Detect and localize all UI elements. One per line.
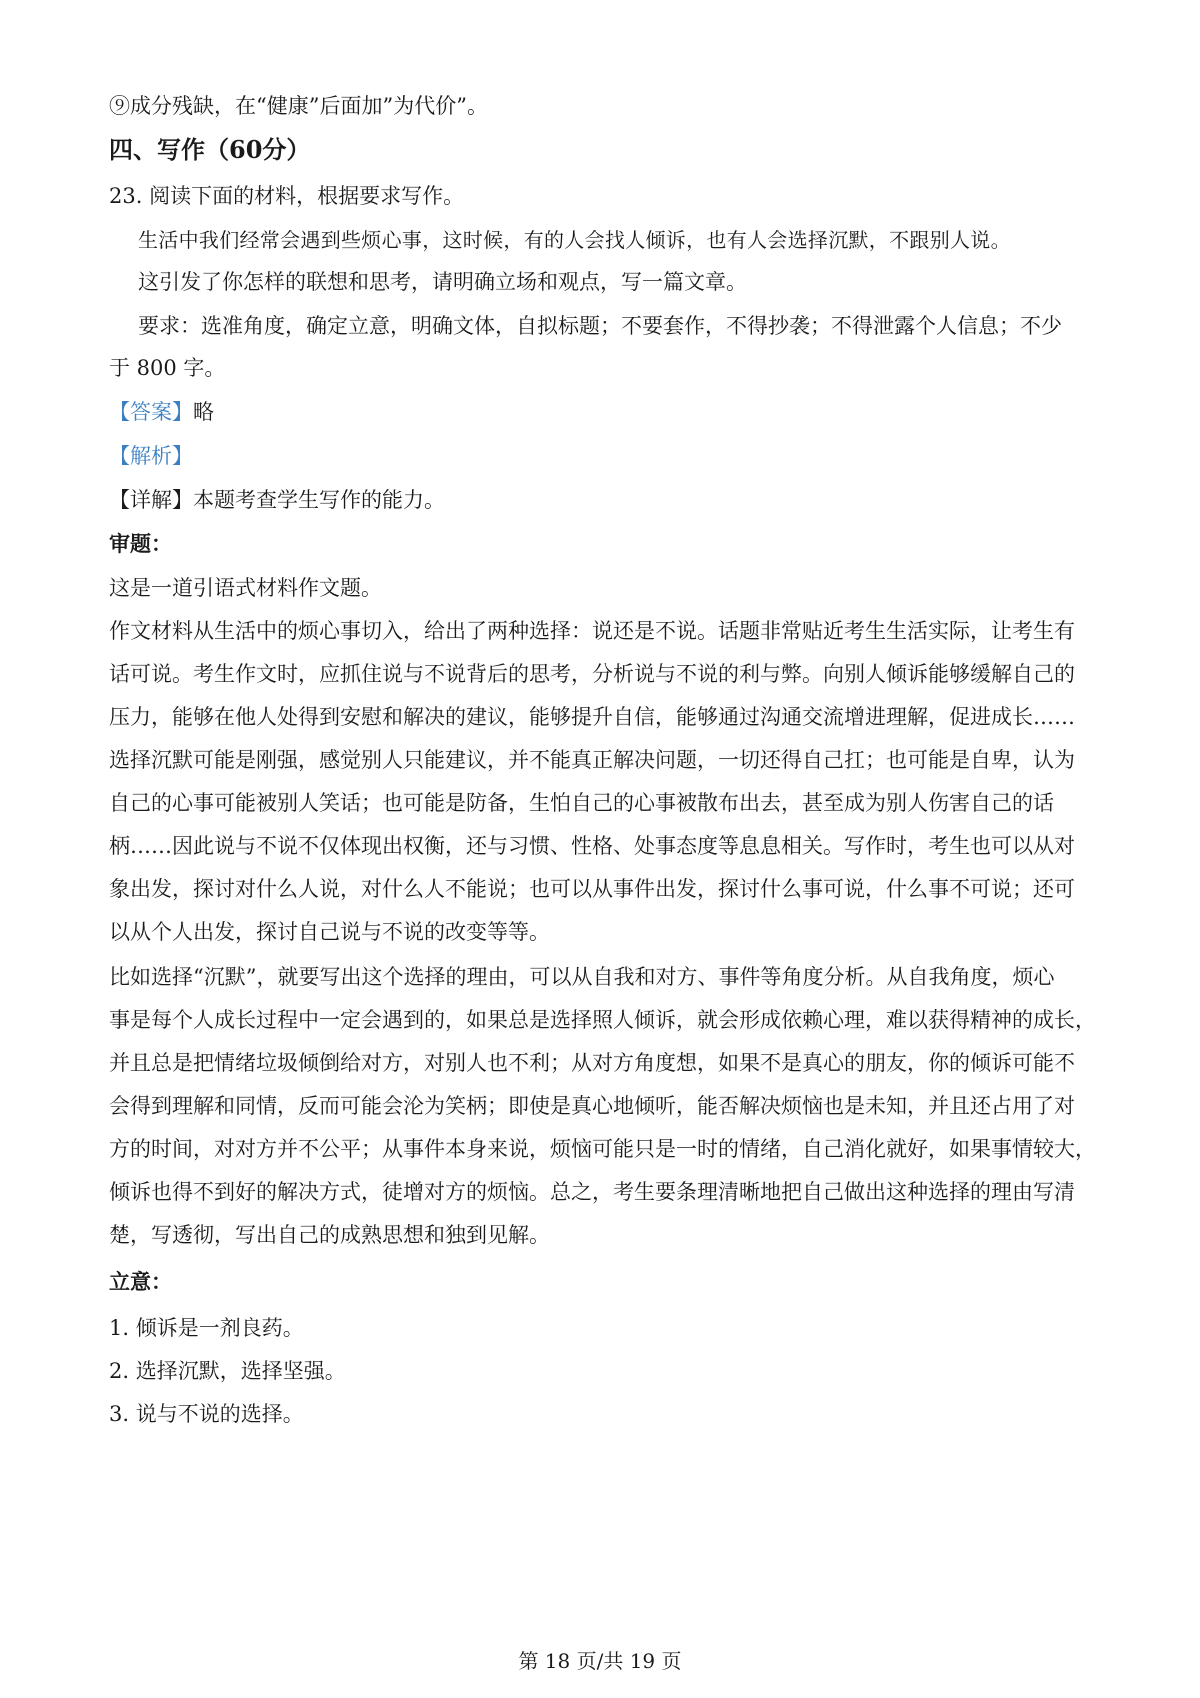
question-material: 生活中我们经常会遇到些烦心事，这时候，有的人会找人倾诉，也有人会选择沉默，不跟别人说。	[138, 228, 1011, 252]
question-stem: 23. 阅读下面的材料，根据要求写作。	[109, 184, 465, 208]
intent-item: 2. 选择沉默，选择坚强。	[109, 1359, 346, 1383]
question-requirement-2: 于 800 字。	[109, 356, 226, 380]
review-line-1: 这是一道引语式材料作文题。	[109, 576, 382, 600]
review-para1-line: 象出发，探讨对什么人说，对什么人不能说；也可以从事件出发，探讨什么事可说，什么事不可说；还可	[109, 877, 1075, 901]
section-title: 四、写作（60分）	[109, 135, 311, 164]
review-para2-line: 倾诉也得不到好的解决方式，徒增对方的烦恼。总之，考生要条理清晰地把自己做出这种选择的理由写清	[109, 1180, 1075, 1204]
answer-text: 略	[193, 400, 214, 424]
review-heading: 审题：	[109, 531, 172, 556]
intent-item: 3. 说与不说的选择。	[109, 1402, 304, 1426]
review-para1-line: 作文材料从生活中的烦心事切入，给出了两种选择：说还是不说。话题非常贴近考生生活实际，让考生有	[109, 619, 1075, 643]
detail-text: 本题考查学生写作的能力。	[193, 488, 445, 512]
review-para2-line: 比如选择“沉默”，就要写出这个选择的理由，可以从自我和对方、事件等角度分析。从自我角度，烦心	[109, 965, 1055, 989]
review-para2-line: 方的时间，对对方并不公平；从事件本身来说，烦恼可能只是一时的情绪，自己消化就好，如果事情较大，	[109, 1137, 1096, 1161]
answer-line	[109, 398, 1094, 426]
review-para2-line: 事是每个人成长过程中一定会遇到的，如果总是选择照人倾诉，就会形成依赖心理，难以获得精神的成长，	[109, 1008, 1096, 1032]
intent-item: 1. 倾诉是一剂良药。	[109, 1316, 304, 1340]
question-prompt: 这引发了你怎样的联想和思考，请明确立场和观点，写一篇文章。	[138, 270, 747, 294]
review-para1-line: 话可说。考生作文时，应抓住说与不说背后的思考，分析说与不说的利与弊。向别人倾诉能够缓解自己的	[109, 662, 1075, 686]
detail-label: 【详解】	[109, 488, 193, 512]
review-para1-line: 以从个人出发，探讨自己说与不说的改变等等。	[109, 920, 550, 944]
review-para1-line: 选择沉默可能是刚强，感觉别人只能建议，并不能真正解决问题，一切还得自己扛；也可能是自卑，认为	[109, 748, 1075, 772]
review-para2-line: 并且总是把情绪垃圾倾倒给对方，对别人也不利；从对方角度想，如果不是真心的朋友，你的倾诉可能不	[109, 1051, 1075, 1075]
review-para2-line: 楚，写透彻，写出自己的成熟思想和独到见解。	[109, 1223, 550, 1247]
review-para1-line: 柄……因此说与不说不仅体现出权衡，还与习惯、性格、处事态度等息息相关。写作时，考生也可以从对	[109, 834, 1075, 858]
review-para2-line: 会得到理解和同情，反而可能会沦为笑柄；即使是真心地倾听，能否解决烦恼也是未知，并且还占用了对	[109, 1094, 1075, 1118]
review-para1-line: 压力，能够在他人处得到安慰和解决的建议，能够提升自信，能够通过沟通交流增进理解，促进成长……	[109, 705, 1075, 729]
analysis-label: 【解析】	[109, 444, 193, 468]
intent-heading: 立意：	[109, 1269, 172, 1294]
prev-answer-line: ⑨成分残缺，在“健康”后面加”为代价”。	[109, 94, 488, 118]
question-requirement-1: 要求：选准角度，确定立意，明确文体，自拟标题；不要套作，不得抄袭；不得泄露个人信息；不少	[138, 314, 1062, 338]
answer-label: 【答案】	[109, 400, 193, 424]
page-footer: 第 18 页/共 19 页	[518, 1649, 682, 1673]
review-para1-line: 自己的心事可能被别人笑话；也可能是防备，生怕自己的心事被散布出去，甚至成为别人伤害自己的话	[109, 791, 1054, 815]
detail-line	[109, 486, 1094, 514]
